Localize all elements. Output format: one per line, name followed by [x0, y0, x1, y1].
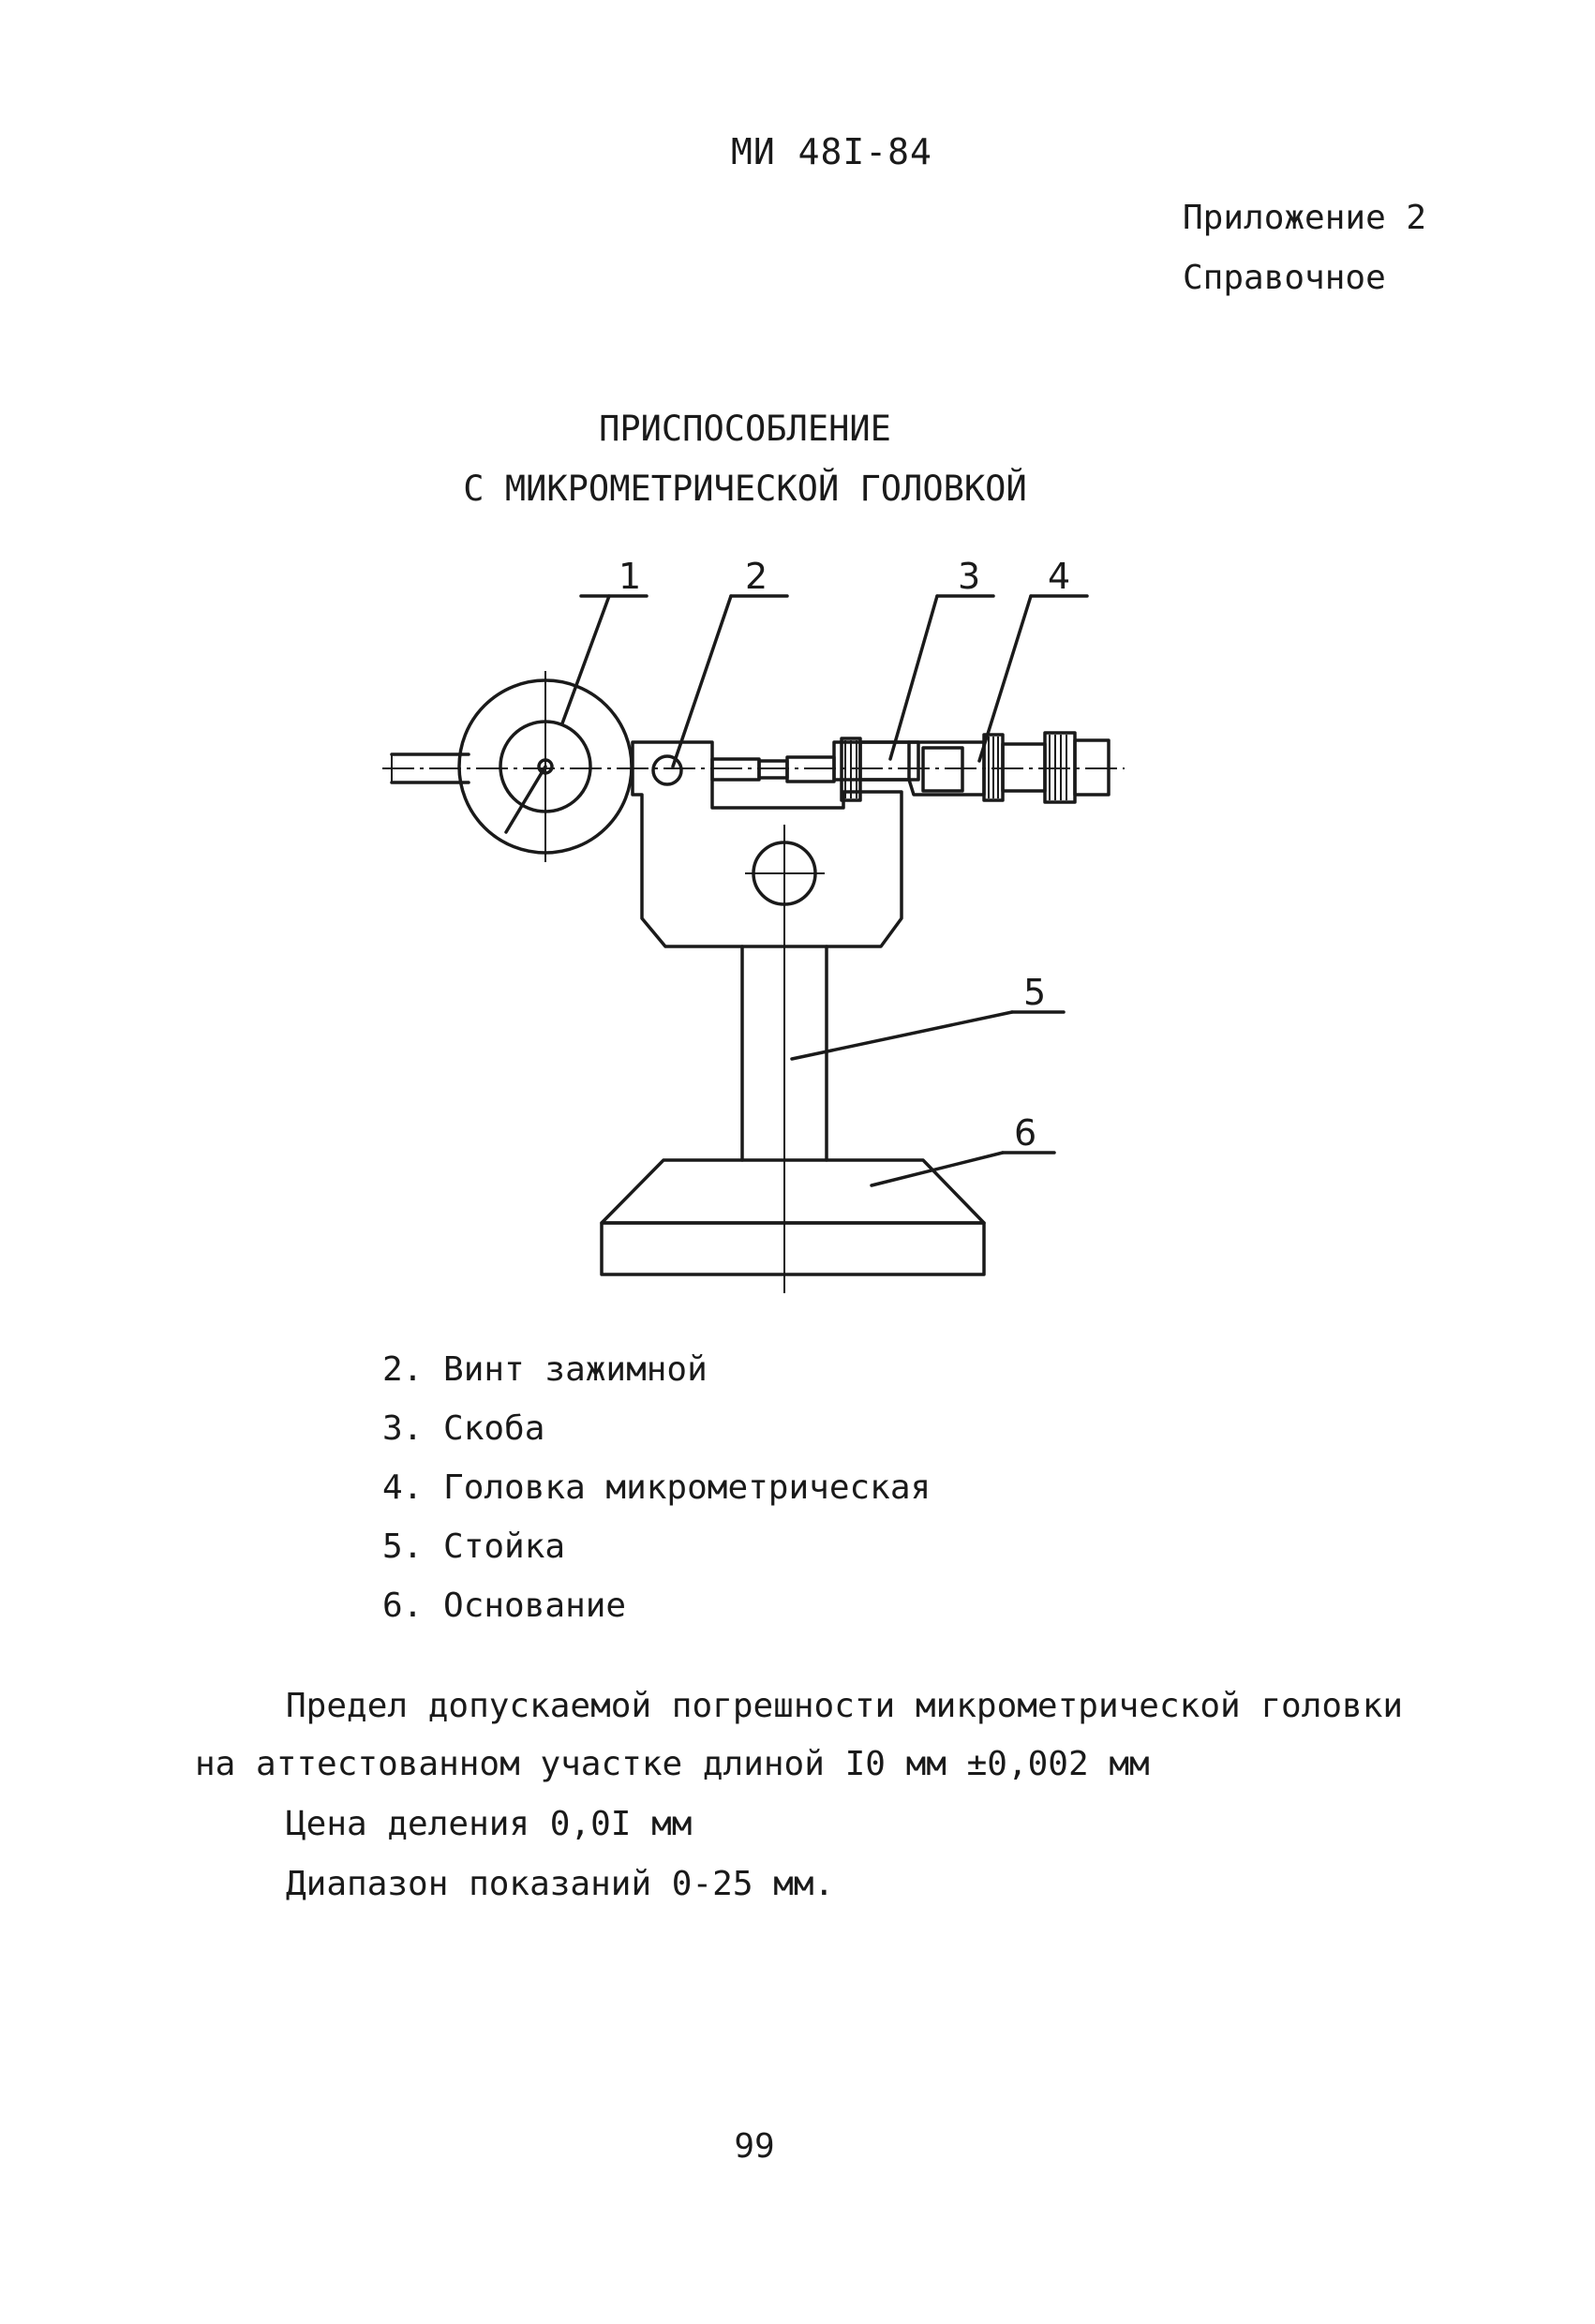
document-code: МИ 48I-84 [731, 131, 932, 172]
page-number: 99 [734, 2127, 775, 2166]
callout-2: 2 [745, 556, 768, 597]
measurement-range: Диапазон показаний 0-25 мм. [286, 1865, 835, 1903]
legend-item-4: 4. Головка микрометрическая [382, 1468, 932, 1507]
legend-item-6: 6. Основание [382, 1587, 627, 1625]
error-limit-line-2: на аттестованном участке длиной I0 мм ±0,002 мм [195, 1745, 1150, 1783]
parts-legend [382, 1340, 931, 1635]
reference-label: Справочное [1183, 259, 1386, 297]
callout-6: 6 [1014, 1112, 1037, 1154]
dial-indicator [459, 671, 632, 862]
appendix-label: Приложение 2 [1183, 199, 1427, 237]
callout-3: 3 [958, 556, 981, 597]
legend-item-3: 3. Скоба [382, 1409, 545, 1448]
callout-1: 1 [619, 556, 642, 597]
legend-item-5: 5. Стойка [382, 1527, 566, 1566]
legend-item-2: 2. Винт зажимной [382, 1350, 708, 1389]
error-limit-line-1: Предел допускаемой погрешности микрометрической головки [286, 1687, 1404, 1725]
callout-5: 5 [1023, 972, 1047, 1013]
division-value: Цена деления 0,0I мм [286, 1805, 693, 1843]
callout-4: 4 [1048, 556, 1071, 597]
base [602, 1160, 984, 1274]
figure-title-line-2: С МИКРОМЕТРИЧЕСКОЙ ГОЛОВКОЙ [463, 469, 1027, 509]
figure-title-line-1: ПРИСПОСОБЛЕНИЕ [599, 409, 891, 449]
